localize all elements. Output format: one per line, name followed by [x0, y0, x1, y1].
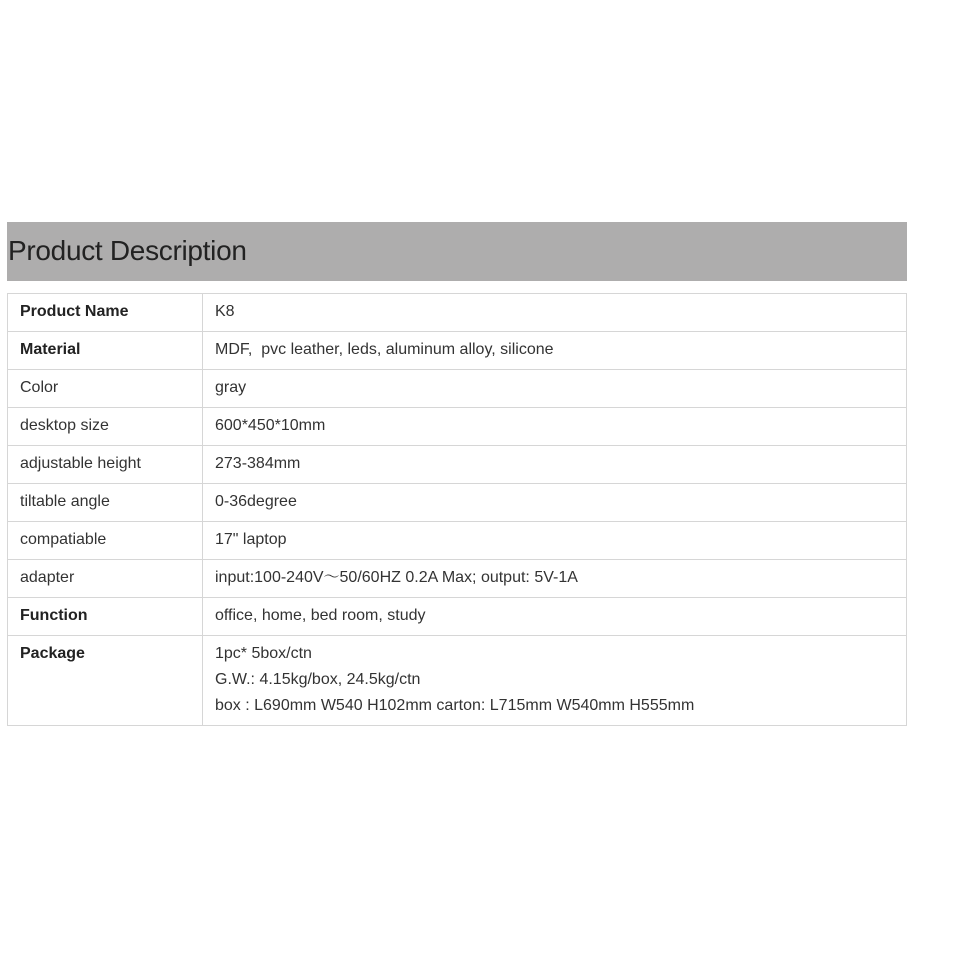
table-row	[8, 598, 907, 636]
row-value-adapter: input:100-240V～50/60HZ 0.2A Max; output: 5V-1A	[203, 560, 907, 598]
row-value-color: gray	[203, 370, 907, 408]
table-row	[8, 446, 907, 484]
row-value-function: office, home, bed room, study	[203, 598, 907, 636]
table-row	[8, 522, 907, 560]
row-value-material: MDF, pvc leather, leds, aluminum alloy, silicone	[203, 332, 907, 370]
table-row	[8, 370, 907, 408]
package-line: G.W.: 4.15kg/box, 24.5kg/ctn	[215, 671, 421, 688]
package-line: 1pc* 5box/ctn	[215, 645, 312, 662]
row-label-tiltable-angle: tiltable angle	[8, 484, 203, 522]
row-label-compatiable: compatiable	[8, 522, 203, 560]
table-row	[8, 484, 907, 522]
table-row	[8, 332, 907, 370]
row-label-function: Function	[8, 598, 203, 636]
row-label-adapter: adapter	[8, 560, 203, 598]
table-row	[8, 294, 907, 332]
table-row	[8, 560, 907, 598]
row-label-adjustable-height: adjustable height	[8, 446, 203, 484]
row-value-tiltable-angle: 0-36degree	[203, 484, 907, 522]
row-value-compatiable: 17" laptop	[203, 522, 907, 560]
row-label-desktop-size: desktop size	[8, 408, 203, 446]
table-row	[8, 408, 907, 446]
row-value-adjustable-height: 273-384mm	[203, 446, 907, 484]
row-label-material: Material	[8, 332, 203, 370]
row-label-product-name: Product Name	[8, 294, 203, 332]
row-label-color: Color	[8, 370, 203, 408]
row-value-package	[203, 636, 907, 726]
row-value-product-name: K8	[203, 294, 907, 332]
spec-table	[7, 293, 907, 726]
section-header	[7, 222, 907, 281]
package-line: box : L690mm W540 H102mm carton: L715mm W540mm H555mm	[215, 697, 695, 714]
row-value-desktop-size: 600*450*10mm	[203, 408, 907, 446]
table-row	[8, 636, 907, 726]
row-label-package: Package	[8, 636, 203, 726]
section-title: Product Description	[8, 235, 247, 266]
